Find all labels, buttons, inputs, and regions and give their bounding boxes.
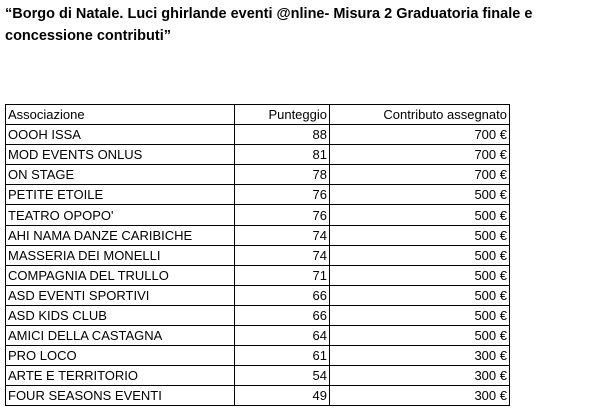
cell-contribution: 300 €	[330, 366, 510, 386]
table-row	[6, 346, 510, 366]
cell-score: 76	[235, 205, 330, 225]
table-row	[6, 326, 510, 346]
cell-contribution: 500 €	[330, 225, 510, 245]
header-score: Punteggio	[235, 105, 330, 125]
table-row	[6, 165, 510, 185]
cell-score: 74	[235, 225, 330, 245]
cell-contribution: 500 €	[330, 305, 510, 325]
table-row	[6, 366, 510, 386]
cell-contribution: 700 €	[330, 125, 510, 145]
cell-association: ARTE E TERRITORIO	[6, 366, 235, 386]
table-row	[6, 185, 510, 205]
cell-score: 66	[235, 285, 330, 305]
cell-contribution: 500 €	[330, 326, 510, 346]
table-row	[6, 305, 510, 325]
header-contribution: Contributo assegnato	[330, 105, 510, 125]
cell-contribution: 700 €	[330, 145, 510, 165]
cell-score: 74	[235, 245, 330, 265]
cell-association: COMPAGNIA DEL TRULLO	[6, 265, 235, 285]
cell-contribution: 500 €	[330, 185, 510, 205]
header-association: Associazione	[6, 105, 235, 125]
table-row	[6, 245, 510, 265]
cell-contribution: 500 €	[330, 265, 510, 285]
table-row	[6, 386, 510, 406]
cell-association: ASD KIDS CLUB	[6, 305, 235, 325]
cell-score: 76	[235, 185, 330, 205]
cell-score: 54	[235, 366, 330, 386]
table-header-row	[6, 105, 510, 125]
cell-contribution: 500 €	[330, 285, 510, 305]
cell-score: 66	[235, 305, 330, 325]
table-row	[6, 285, 510, 305]
cell-contribution: 300 €	[330, 346, 510, 366]
table-row	[6, 265, 510, 285]
cell-contribution: 500 €	[330, 245, 510, 265]
cell-association: OOOH ISSA	[6, 125, 235, 145]
cell-association: AMICI DELLA CASTAGNA	[6, 326, 235, 346]
cell-score: 64	[235, 326, 330, 346]
cell-association: PRO LOCO	[6, 346, 235, 366]
document-title: “Borgo di Natale. Luci ghirlande eventi @nline- Misura 2 Graduatoria finale e concessione contributi”	[5, 6, 533, 44]
cell-score: 88	[235, 125, 330, 145]
cell-score: 71	[235, 265, 330, 285]
cell-score: 49	[235, 386, 330, 406]
cell-association: TEATRO OPOPO'	[6, 205, 235, 225]
cell-association: PETITE ETOILE	[6, 185, 235, 205]
cell-association: FOUR SEASONS EVENTI	[6, 386, 235, 406]
cell-contribution: 300 €	[330, 386, 510, 406]
cell-association: ON STAGE	[6, 165, 235, 185]
cell-association: ASD EVENTI SPORTIVI	[6, 285, 235, 305]
cell-association: MASSERIA DEI MONELLI	[6, 245, 235, 265]
ranking-table	[5, 104, 510, 406]
table-row	[6, 125, 510, 145]
cell-score: 61	[235, 346, 330, 366]
ranking-table-container	[5, 104, 510, 406]
cell-contribution: 700 €	[330, 165, 510, 185]
cell-association: MOD EVENTS ONLUS	[6, 145, 235, 165]
table-row	[6, 225, 510, 245]
cell-score: 81	[235, 145, 330, 165]
cell-contribution: 500 €	[330, 205, 510, 225]
table-row	[6, 145, 510, 165]
table-row	[6, 205, 510, 225]
cell-score: 78	[235, 165, 330, 185]
cell-association: AHI NAMA DANZE CARIBICHE	[6, 225, 235, 245]
